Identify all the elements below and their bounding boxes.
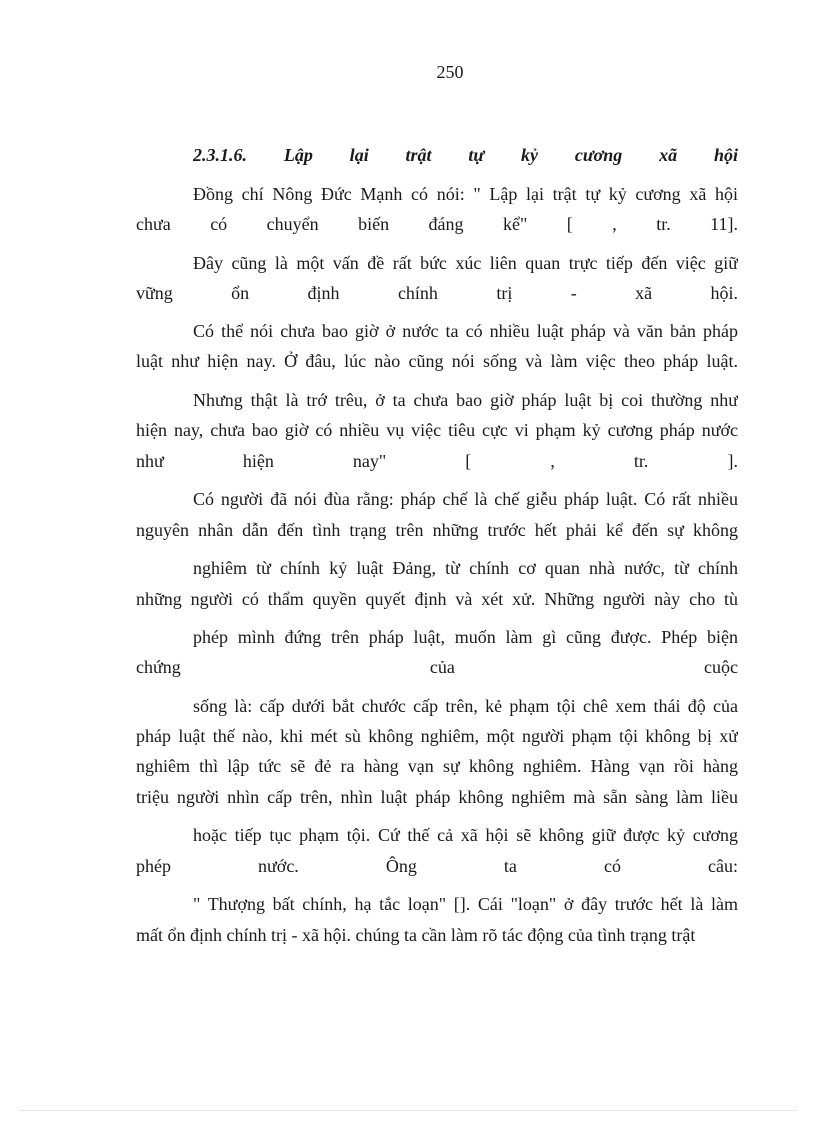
text-line: Đồng chí Nông Đức Mạnh có nói: " Lập lại trật tự kỷ cương xã hội — [193, 184, 738, 204]
text-line: nghiêm từ chính kỷ luật Đảng, từ chính cơ quan nhà nước, từ chính — [193, 558, 738, 578]
text-line: phép mình đứng trên pháp luật, muốn làm gì cũng được. Phép biện — [193, 627, 738, 647]
text-line: chứng của cuộc — [136, 657, 738, 677]
page-number: 250 — [436, 62, 464, 82]
section-heading: 2.3.1.6. Lập lại trật tự kỷ cương xã hội — [193, 145, 738, 165]
page-bottom-divider — [20, 1110, 796, 1111]
text-line: những người có thẩm quyền quyết định và xét xử. Những người này cho tù — [136, 589, 738, 609]
text-line: Có người đã nói đùa rằng: pháp chế là chế giễu pháp luật. Có rất nhiều — [193, 489, 738, 509]
text-line: hoặc tiếp tục phạm tội. Cứ thế cả xã hội sẽ không giữ được kỷ cương — [193, 825, 738, 845]
text-line: phép nước. Ông ta có câu: — [136, 856, 738, 876]
text-line: Đây cũng là một vấn đề rất bức xúc liên quan trực tiếp đến việc giữ — [193, 253, 738, 273]
text-line: sống là: cấp dưới bắt chước cấp trên, kẻ phạm tội chê xem thái độ của — [193, 696, 738, 716]
text-line: Có thể nói chưa bao giờ ở nước ta có nhiều luật pháp và văn bản pháp — [193, 321, 738, 341]
text-line: nguyên nhân dẫn đến tình trạng trên những trước hết phải kể đến sự không — [136, 520, 738, 540]
text-line: pháp luật thế nào, khi mét sù không nghiêm, một người phạm tội không bị xử — [136, 726, 738, 746]
text-line: mất ổn định chính trị - xã hội. chúng ta cần làm rõ tác động của tình trạng trật — [136, 925, 696, 945]
text-line: vững ổn định chính trị - xã hội. — [136, 283, 738, 303]
text-line: Nhưng thật là trớ trêu, ở ta chưa bao giờ pháp luật bị coi thường như — [193, 390, 738, 410]
text-line: nghiêm thì lập tức sẽ đẻ ra hàng vạn sự không nghiêm. Hàng vạn rồi hàng — [136, 756, 738, 776]
text-line: chưa có chuyển biến đáng kể" [ , tr. 11]. — [136, 214, 738, 234]
text-line: hiện nay, chưa bao giờ có nhiều vụ việc tiêu cực vi phạm kỷ cương pháp nước — [136, 420, 738, 440]
text-line: triệu người nhìn cấp trên, nhìn luật pháp không nghiêm mà sẵn sàng làm liều — [136, 787, 738, 807]
text-line: như hiện nay" [ , tr. ]. — [136, 451, 738, 471]
text-line: luật như hiện nay. Ở đâu, lúc nào cũng nói sống và làm việc theo pháp luật. — [136, 351, 738, 371]
text-line: " Thượng bất chính, hạ tắc loạn" []. Cái "loạn" ở đây trước hết là làm — [193, 894, 738, 914]
